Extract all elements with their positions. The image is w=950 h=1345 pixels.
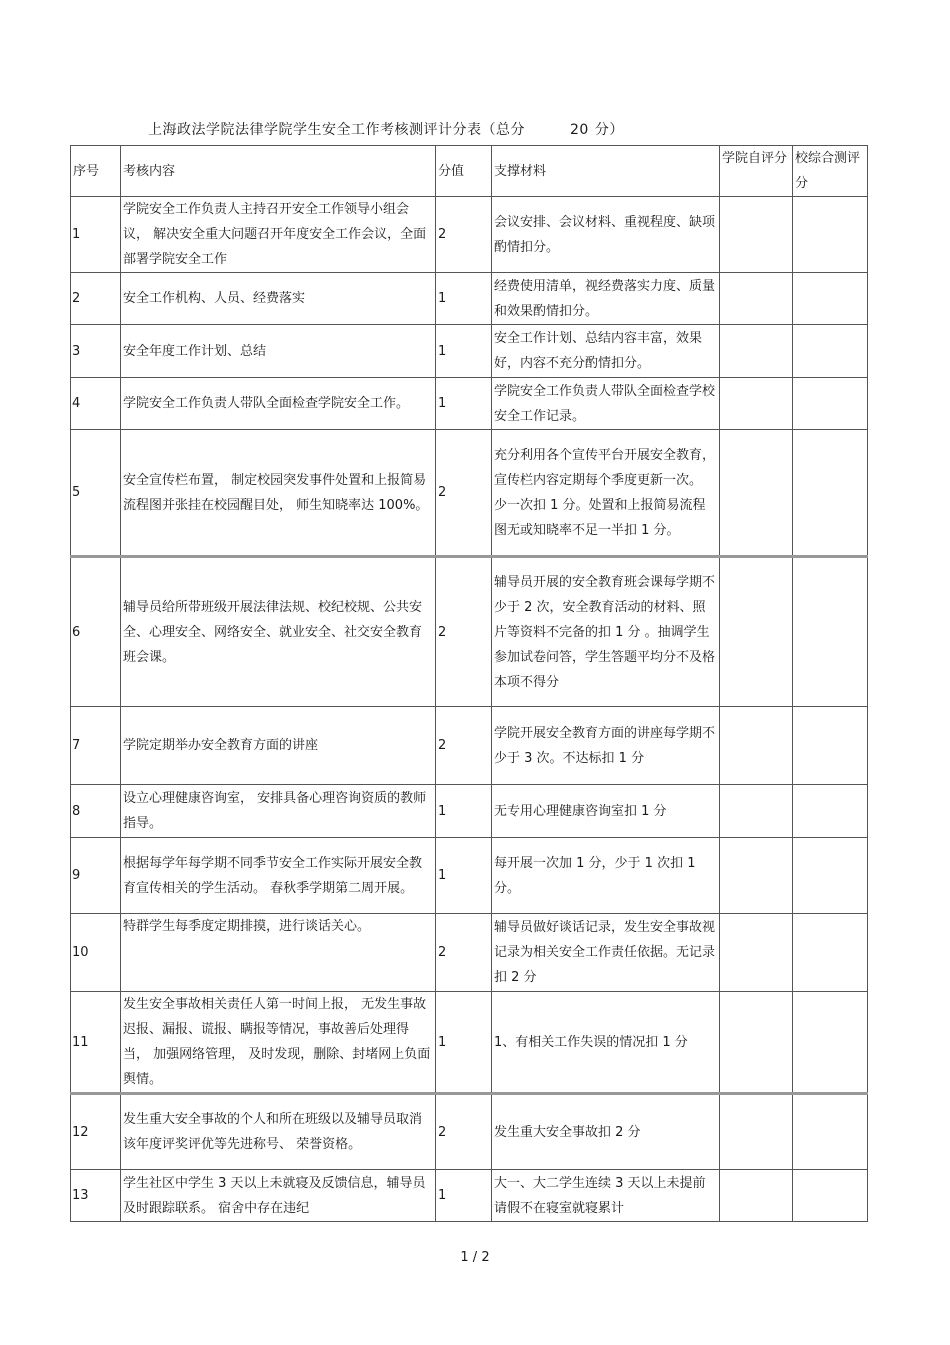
row-material: 辅导员开展的安全教育班会课每学期不少于 2 次，安全教育活动的材料、照片等资料不完备的扣 1 分 。抽调学生参加试卷问答，学生答题平均分不及格本项不得分 — [492, 557, 720, 707]
row-no: 11 — [71, 992, 121, 1094]
table-row — [71, 785, 868, 838]
row-self-eval[interactable] — [720, 914, 793, 992]
row-score: 2 — [436, 557, 492, 707]
title-total-score: 20 — [570, 122, 589, 138]
table-header-row — [71, 146, 868, 197]
title-main: 上海政法学院法律学院学生安全工作考核测评计分表（总分 — [148, 122, 525, 138]
row-school-eval[interactable] — [793, 430, 868, 557]
row-material: 经费使用清单，视经费落实力度、质量和效果酌情扣分。 — [492, 273, 720, 325]
row-self-eval[interactable] — [720, 273, 793, 325]
row-self-eval[interactable] — [720, 1170, 793, 1222]
table-row — [71, 992, 868, 1094]
row-school-eval[interactable] — [793, 707, 868, 785]
row-content: 特群学生每季度定期排摸，进行谈话关心。 — [121, 914, 436, 992]
header-material: 支撑材料 — [492, 146, 720, 197]
row-material: 安全工作计划、总结内容丰富，效果好，内容不充分酌情扣分。 — [492, 325, 720, 378]
row-no: 2 — [71, 273, 121, 325]
row-no: 7 — [71, 707, 121, 785]
row-self-eval[interactable] — [720, 325, 793, 378]
row-school-eval[interactable] — [793, 838, 868, 914]
row-self-eval[interactable] — [720, 557, 793, 707]
row-content: 辅导员给所带班级开展法律法规、校纪校规、公共安全、心理安全、网络安全、就业安全、社交安全教育班会课。 — [121, 557, 436, 707]
row-self-eval[interactable] — [720, 197, 793, 273]
row-school-eval[interactable] — [793, 1170, 868, 1222]
row-self-eval[interactable] — [720, 992, 793, 1094]
table-row — [71, 914, 868, 992]
row-content: 学生社区中学生 3 天以上未就寝及反馈信息，辅导员及时跟踪联系。 宿舍中存在违纪 — [121, 1170, 436, 1222]
header-content: 考核内容 — [121, 146, 436, 197]
document-title — [148, 119, 624, 139]
header-score: 分值 — [436, 146, 492, 197]
row-self-eval[interactable] — [720, 785, 793, 838]
row-material: 会议安排、会议材料、重视程度、缺项酌情扣分。 — [492, 197, 720, 273]
row-content: 设立心理健康咨询室， 安排具备心理咨询资质的教师指导。 — [121, 785, 436, 838]
row-content: 发生重大安全事故的个人和所在班级以及辅导员取消该年度评奖评优等先进称号、 荣誉资格。 — [121, 1094, 436, 1170]
table-row — [71, 430, 868, 557]
table-row — [71, 1170, 868, 1222]
row-content: 根据每学年每学期不同季节安全工作实际开展安全教育宣传相关的学生活动。 春秋季学期第二周开展。 — [121, 838, 436, 914]
row-self-eval[interactable] — [720, 378, 793, 430]
row-school-eval[interactable] — [793, 557, 868, 707]
row-score: 2 — [436, 914, 492, 992]
row-material: 大一、大二学生连续 3 天以上未提前请假不在寝室就寝累计 — [492, 1170, 720, 1222]
row-no: 8 — [71, 785, 121, 838]
row-self-eval[interactable] — [720, 707, 793, 785]
row-self-eval[interactable] — [720, 838, 793, 914]
row-no: 10 — [71, 914, 121, 992]
row-score: 1 — [436, 273, 492, 325]
row-score: 1 — [436, 992, 492, 1094]
row-no: 9 — [71, 838, 121, 914]
row-score: 1 — [436, 838, 492, 914]
row-school-eval[interactable] — [793, 325, 868, 378]
row-content: 学院安全工作负责人主持召开安全工作领导小组会议， 解决安全重大问题召开年度安全工作会议，全面部署学院安全工作 — [121, 197, 436, 273]
row-score: 1 — [436, 325, 492, 378]
table-row — [71, 273, 868, 325]
table-row — [71, 1094, 868, 1170]
page-indicator: 1 / 2 — [460, 1250, 490, 1265]
row-school-eval[interactable] — [793, 992, 868, 1094]
row-no: 13 — [71, 1170, 121, 1222]
row-self-eval[interactable] — [720, 430, 793, 557]
row-no: 4 — [71, 378, 121, 430]
table-row — [71, 557, 868, 707]
table-row — [71, 325, 868, 378]
row-school-eval[interactable] — [793, 273, 868, 325]
row-content: 学院安全工作负责人带队全面检查学院安全工作。 — [121, 378, 436, 430]
row-score: 2 — [436, 1094, 492, 1170]
row-score: 1 — [436, 785, 492, 838]
row-material: 1、有相关工作失误的情况扣 1 分 — [492, 992, 720, 1094]
header-school-eval: 校综合测评分 — [793, 146, 868, 197]
row-content: 安全年度工作计划、总结 — [121, 325, 436, 378]
row-score: 1 — [436, 378, 492, 430]
row-school-eval[interactable] — [793, 378, 868, 430]
row-no: 3 — [71, 325, 121, 378]
table-row — [71, 378, 868, 430]
table-row — [71, 838, 868, 914]
row-material: 学院开展安全教育方面的讲座每学期不少于 3 次。不达标扣 1 分 — [492, 707, 720, 785]
row-school-eval[interactable] — [793, 785, 868, 838]
row-content: 学院定期举办安全教育方面的讲座 — [121, 707, 436, 785]
table-row — [71, 707, 868, 785]
row-score: 1 — [436, 1170, 492, 1222]
row-self-eval[interactable] — [720, 1094, 793, 1170]
row-score: 2 — [436, 430, 492, 557]
row-material: 每开展一次加 1 分，少于 1 次扣 1 分。 — [492, 838, 720, 914]
row-school-eval[interactable] — [793, 914, 868, 992]
row-material: 辅导员做好谈话记录，发生安全事故视记录为相关安全工作责任依据。无记录扣 2 分 — [492, 914, 720, 992]
row-content: 安全工作机构、人员、经费落实 — [121, 273, 436, 325]
header-no: 序号 — [71, 146, 121, 197]
row-school-eval[interactable] — [793, 1094, 868, 1170]
row-school-eval[interactable] — [793, 197, 868, 273]
row-no: 1 — [71, 197, 121, 273]
row-material: 发生重大安全事故扣 2 分 — [492, 1094, 720, 1170]
row-no: 12 — [71, 1094, 121, 1170]
row-no: 5 — [71, 430, 121, 557]
row-material: 无专用心理健康咨询室扣 1 分 — [492, 785, 720, 838]
table-row — [71, 197, 868, 273]
row-content: 发生安全事故相关责任人第一时间上报， 无发生事故迟报、漏报、谎报、瞒报等情况，事故善后处理得当， 加强网络管理， 及时发现，删除、封堵网上负面舆情。 — [121, 992, 436, 1094]
row-score: 2 — [436, 707, 492, 785]
row-content: 安全宣传栏布置， 制定校园突发事件处置和上报简易流程图并张挂在校园醒目处， 师生知晓率达 100%。 — [121, 430, 436, 557]
header-self-eval: 学院自评分 — [720, 146, 793, 197]
title-suffix: 分） — [594, 122, 624, 138]
row-material: 充分利用各个宣传平台开展安全教育，宣传栏内容定期每个季度更新一次。 少一次扣 1 分。处置和上报简易流程图无或知晓率不足一半扣 1 分。 — [492, 430, 720, 557]
assessment-table — [70, 145, 868, 1222]
row-material: 学院安全工作负责人带队全面检查学校安全工作记录。 — [492, 378, 720, 430]
row-score: 2 — [436, 197, 492, 273]
row-no: 6 — [71, 557, 121, 707]
